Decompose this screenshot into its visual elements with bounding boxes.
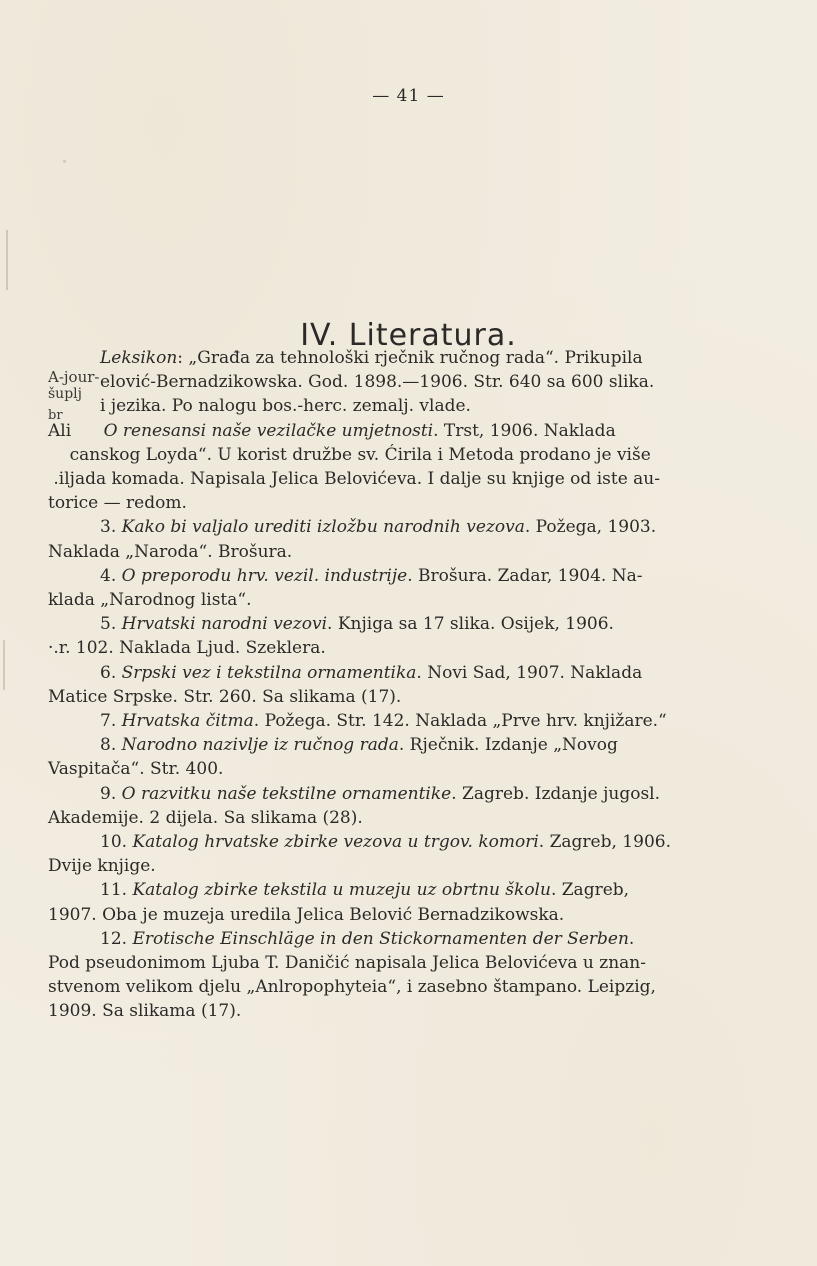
entry-text: Matice Srpske. Str. 260. Sa slikama (17). bbox=[48, 686, 402, 707]
literature-entry bbox=[48, 612, 786, 660]
margin-note: br bbox=[48, 408, 63, 423]
book-title: O razvitku naše tekstilne ornamentike bbox=[121, 783, 452, 804]
book-title: O preporodu hrv. vezil. industrije bbox=[121, 565, 408, 586]
entry-text: 7. bbox=[100, 711, 122, 732]
entry-text: . Novi Sad, 1907. Naklada bbox=[416, 662, 643, 683]
entry-text: klada „Narodnog lista“. bbox=[48, 590, 252, 611]
literature-entry bbox=[48, 661, 786, 709]
book-title: Katalog hrvatske zbirke vezova u trgov. komori bbox=[132, 832, 539, 853]
entry-text: . Požega. Str. 142. Naklada „Prve hrv. knjižare.“ bbox=[253, 711, 667, 732]
entry-line bbox=[48, 588, 786, 612]
entry-line bbox=[48, 346, 786, 370]
book-title: O renesansi naše vezilačke umjetnosti bbox=[103, 420, 434, 441]
entry-line bbox=[48, 975, 786, 999]
margin-note: šuplj bbox=[48, 386, 82, 402]
book-title: Kako bi valjalo urediti izložbu narodnih vezova bbox=[121, 517, 525, 538]
entry-text: canskog Loyda“. U korist družbe sv. Ćirila i Metoda prodano je više bbox=[48, 444, 651, 465]
entry-text: elović-Bernadzikowska. God. 1898.—1906. Str. 640 sa 600 slika. bbox=[100, 372, 655, 393]
entry-text: Naklada „Naroda“. Brošura. bbox=[48, 541, 293, 562]
margin-note: A-jour- bbox=[48, 368, 100, 386]
entry-line bbox=[48, 370, 786, 394]
entry-text: i jezika. Po nalogu bos.-herc. zemalj. vlade. bbox=[100, 396, 471, 417]
entry-text: Pod pseudonimom Ljuba T. Daničić napisala Jelica Belovićeva u znan- bbox=[48, 953, 647, 974]
entry-text: ·.r. 102. Naklada Ljud. Szeklera. bbox=[48, 638, 326, 659]
page-edge-stain bbox=[3, 640, 5, 690]
entry-text: .iljada komada. Napisala Jelica Belovićeva. I dalje su knjige od iste au- bbox=[48, 469, 660, 490]
entry-text: Ali bbox=[48, 420, 104, 441]
book-title: Katalog zbirke tekstila u muzeju uz obrtnu školu bbox=[132, 880, 551, 901]
literature-entry bbox=[48, 419, 786, 516]
entry-line bbox=[48, 951, 786, 975]
book-title: Erotische Einschläge in den Stickornamenten der Serben bbox=[132, 928, 629, 949]
entry-text: 1907. Oba je muzeja uredila Jelica Belović Bernadzikowska. bbox=[48, 904, 565, 925]
literature-entry bbox=[48, 830, 786, 878]
entry-line bbox=[48, 394, 786, 418]
entry-line bbox=[48, 709, 786, 733]
book-title: Hrvatski narodni vezovi bbox=[121, 614, 328, 635]
entry-line bbox=[48, 515, 786, 539]
entry-line bbox=[48, 564, 786, 588]
entry-text: 12. bbox=[100, 928, 133, 949]
entry-text: Vaspitača“. Str. 400. bbox=[48, 759, 224, 780]
entry-text: 3. bbox=[100, 517, 122, 538]
entry-line bbox=[48, 782, 786, 806]
entry-line bbox=[48, 443, 786, 467]
entry-text: torice — redom. bbox=[48, 493, 187, 514]
entry-text: stvenom velikom djelu „Anlropophyteia“, i zasebno štampano. Leipzig, bbox=[48, 977, 656, 998]
entry-line bbox=[48, 830, 786, 854]
entry-line bbox=[48, 903, 786, 927]
literature-entry bbox=[48, 709, 786, 733]
entry-text: Dvije knjige. bbox=[48, 856, 156, 877]
entry-text: . Zagreb, bbox=[550, 880, 630, 901]
entry-text: . Zagreb. Izdanje jugosl. bbox=[451, 783, 661, 804]
literature-list bbox=[48, 346, 786, 1024]
literature-entry bbox=[48, 878, 786, 926]
entry-text: . Požega, 1903. bbox=[524, 517, 657, 538]
literature-entry bbox=[48, 346, 786, 419]
literature-entry bbox=[48, 564, 786, 612]
entry-text: 4. bbox=[100, 565, 122, 586]
entry-text: . Trst, 1906. Naklada bbox=[433, 420, 616, 441]
entry-text: : „Građa za tehnološki rječnik ručnog rada“. Prikupila bbox=[177, 348, 643, 368]
entry-text: . Knjiga sa 17 slika. Osijek, 1906. bbox=[327, 614, 614, 635]
entry-text: 9. bbox=[100, 783, 122, 804]
entry-line bbox=[48, 612, 786, 636]
entry-text: . Zagreb, 1906. bbox=[538, 832, 671, 853]
page-edge-stain bbox=[6, 230, 8, 290]
literature-entry bbox=[48, 733, 786, 781]
page-number: — 41 — bbox=[372, 86, 445, 106]
entry-line bbox=[48, 999, 786, 1023]
entry-line bbox=[48, 878, 786, 902]
entry-text: 1909. Sa slikama (17). bbox=[48, 1001, 242, 1022]
section-title: IV. Literatura. bbox=[300, 318, 517, 354]
entry-text: 5. bbox=[100, 614, 122, 635]
entry-line bbox=[48, 757, 786, 781]
literature-entry bbox=[48, 927, 786, 1024]
entry-text: 8. bbox=[100, 735, 122, 756]
entry-line bbox=[48, 467, 786, 491]
entry-text: . Brošura. Zadar, 1904. Na- bbox=[407, 565, 643, 586]
entry-text: 11. bbox=[100, 880, 133, 901]
entry-line bbox=[48, 491, 786, 515]
paper-speck bbox=[63, 160, 66, 163]
entry-line bbox=[48, 854, 786, 878]
entry-line bbox=[48, 540, 786, 564]
book-title: Srpski vez i tekstilna ornamentika bbox=[121, 662, 417, 683]
book-title: Leksikon bbox=[100, 348, 178, 368]
entry-text: . Rječnik. Izdanje „Novog bbox=[398, 735, 618, 756]
entry-text: Akademije. 2 dijela. Sa slikama (28). bbox=[48, 807, 363, 828]
entry-text: . bbox=[628, 928, 635, 949]
entry-text: 6. bbox=[100, 662, 122, 683]
entry-line bbox=[48, 661, 786, 685]
entry-line bbox=[48, 419, 786, 443]
entry-line bbox=[48, 927, 786, 951]
entry-line bbox=[48, 733, 786, 757]
entry-text: 10. bbox=[100, 832, 133, 853]
book-title: Narodno nazivlje iz ručnog rada bbox=[121, 735, 399, 756]
literature-entry bbox=[48, 515, 786, 563]
literature-entry bbox=[48, 782, 786, 830]
entry-line bbox=[48, 685, 786, 709]
book-title: Hrvatska čitma bbox=[121, 711, 254, 732]
entry-line bbox=[48, 806, 786, 830]
entry-line bbox=[48, 636, 786, 660]
